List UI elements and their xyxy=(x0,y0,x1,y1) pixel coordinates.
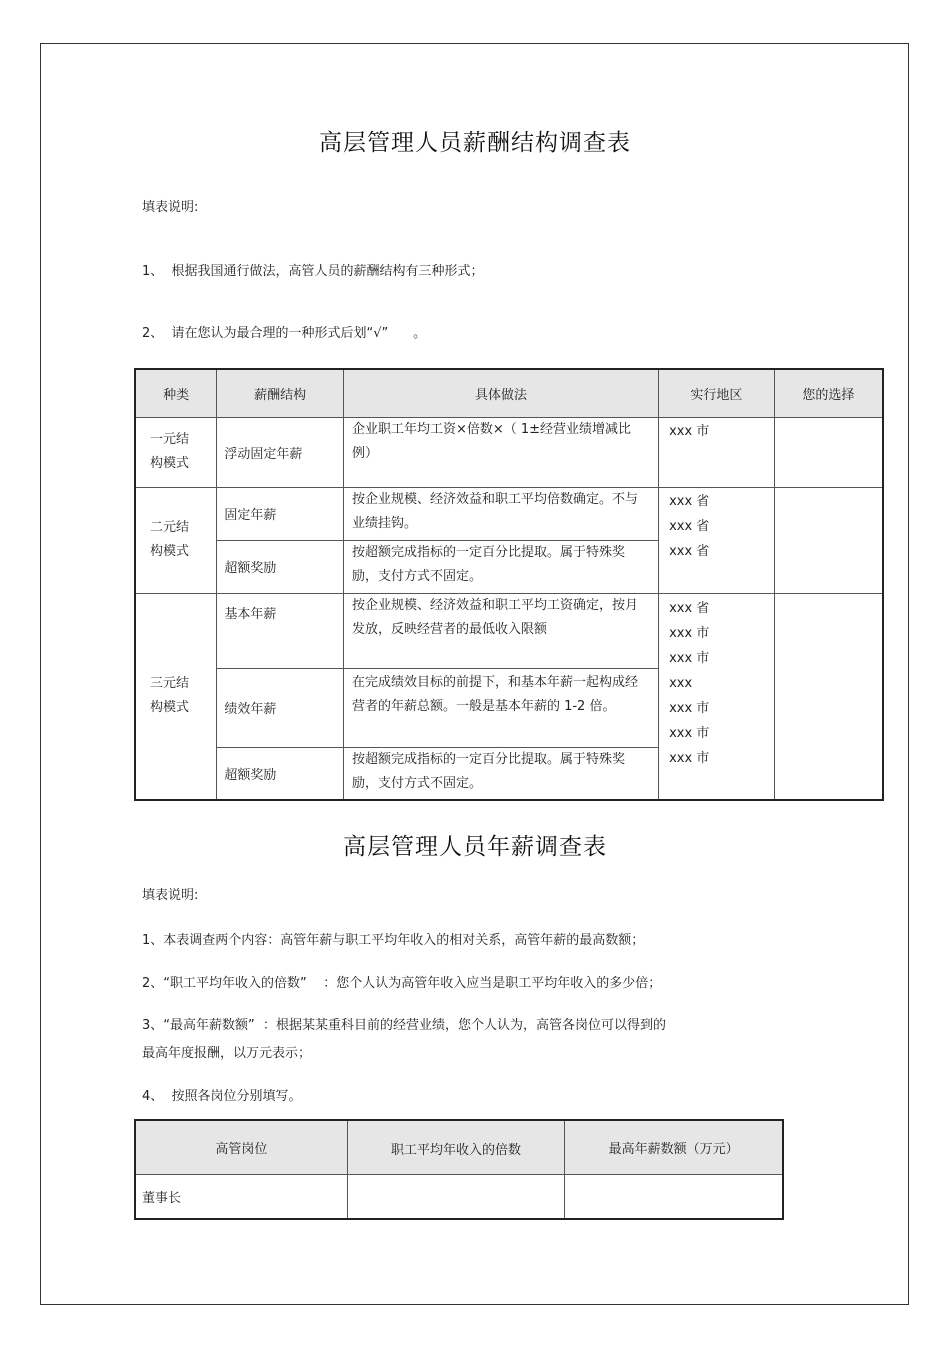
type-single: 一元结 构模式 xyxy=(150,432,190,471)
instruction-2: 2、 请在您认为最合理的一种形式后划“√” 。 xyxy=(142,326,427,341)
region-triple: xxx 市 xyxy=(669,725,710,741)
header-your-choice: 您的选择 xyxy=(774,369,883,417)
structure-fixed-salary: 固定年薪 xyxy=(224,508,277,523)
annual-salary-table xyxy=(134,1119,784,1220)
instruction-2-2: 2、“职工平均年收入的倍数” ：您个人认为高管年收入应当是职工平均年收入的多少倍； xyxy=(142,976,662,991)
region-dual: xxx 省 xyxy=(669,493,710,509)
structure-excess-bonus: 超额奖励 xyxy=(224,561,277,576)
region-dual: xxx 省 xyxy=(669,543,710,559)
choice-cell-dual[interactable] xyxy=(774,487,883,593)
survey-title-annual-salary: 高层管理人员年薪调查表 xyxy=(343,834,607,860)
header-method: 具体做法 xyxy=(343,369,658,417)
region-single: xxx 市 xyxy=(669,423,710,439)
position-chairman: 董事长 xyxy=(142,1190,182,1206)
choice-cell-triple[interactable] xyxy=(774,593,883,800)
instruction-2-1: 1、本表调查两个内容：高管年薪与职工平均年收入的相对关系，高管年薪的最高数额； xyxy=(142,933,645,948)
instruction-2-3a: 3、“最高年薪数额” ：根据某某重科目前的经营业绩，您个人认为，高管各岗位可以得到的 xyxy=(142,1018,667,1033)
region-triple: xxx 市 xyxy=(669,625,710,641)
header-max-salary: 最高年薪数额（万元） xyxy=(565,1120,783,1174)
header-region: 实行地区 xyxy=(659,369,775,417)
region-triple: xxx 市 xyxy=(669,750,710,766)
region-triple: xxx 市 xyxy=(669,700,710,716)
type-dual: 二元结 构模式 xyxy=(150,520,190,559)
region-triple: xxx 省 xyxy=(669,600,710,616)
instruction-2-4: 4、 按照各岗位分别填写。 xyxy=(142,1089,302,1104)
method-performance-salary: 在完成绩效目标的前提下，和基本年薪一起构成经营者的年薪总额。一般是基本年薪的 1-2 倍。 xyxy=(351,674,638,714)
instructions-heading: 填表说明: xyxy=(142,200,199,215)
structure-excess-bonus-triple: 超额奖励 xyxy=(224,767,277,783)
method-single: 企业职工年均工资×倍数×（ 1±经营业绩增减比例） xyxy=(351,421,632,461)
multiple-input-cell[interactable] xyxy=(347,1174,564,1219)
header-multiple: 职工平均年收入的倍数 xyxy=(347,1120,564,1174)
instruction-1: 1、 根据我国通行做法，高管人员的薪酬结构有三种形式； xyxy=(142,264,484,279)
region-triple: xxx xyxy=(669,675,693,691)
header-position: 高管岗位 xyxy=(135,1120,347,1174)
salary-structure-table xyxy=(134,368,884,801)
method-fixed-salary: 按企业规模、经济效益和职工平均倍数确定。不与业绩挂钩。 xyxy=(351,491,638,531)
structure-base-salary: 基本年薪 xyxy=(224,606,277,622)
instructions-heading-2: 填表说明: xyxy=(142,888,199,903)
method-excess-bonus: 按超额完成指标的一定百分比提取。属于特殊奖励，支付方式不固定。 xyxy=(351,544,625,584)
max-salary-input-cell[interactable] xyxy=(565,1174,783,1219)
survey-title-salary-structure: 高层管理人员薪酬结构调查表 xyxy=(319,130,631,156)
structure-floating-fixed: 浮动固定年薪 xyxy=(224,446,303,462)
region-triple: xxx 市 xyxy=(669,650,710,666)
header-structure: 薪酬结构 xyxy=(217,369,344,417)
instruction-2-3b: 最高年度报酬，以万元表示； xyxy=(142,1046,312,1061)
region-dual: xxx 省 xyxy=(669,518,710,534)
header-type: 种类 xyxy=(135,369,217,417)
method-excess-bonus-triple: 按超额完成指标的一定百分比提取。属于特殊奖励，支付方式不固定。 xyxy=(351,751,625,791)
choice-cell-single[interactable] xyxy=(774,417,883,487)
method-base-salary: 按企业规模、经济效益和职工平均工资确定，按月发放，反映经营者的最低收入限额 xyxy=(351,597,638,637)
structure-performance-salary: 绩效年薪 xyxy=(224,702,277,717)
type-triple: 三元结 构模式 xyxy=(150,676,190,716)
